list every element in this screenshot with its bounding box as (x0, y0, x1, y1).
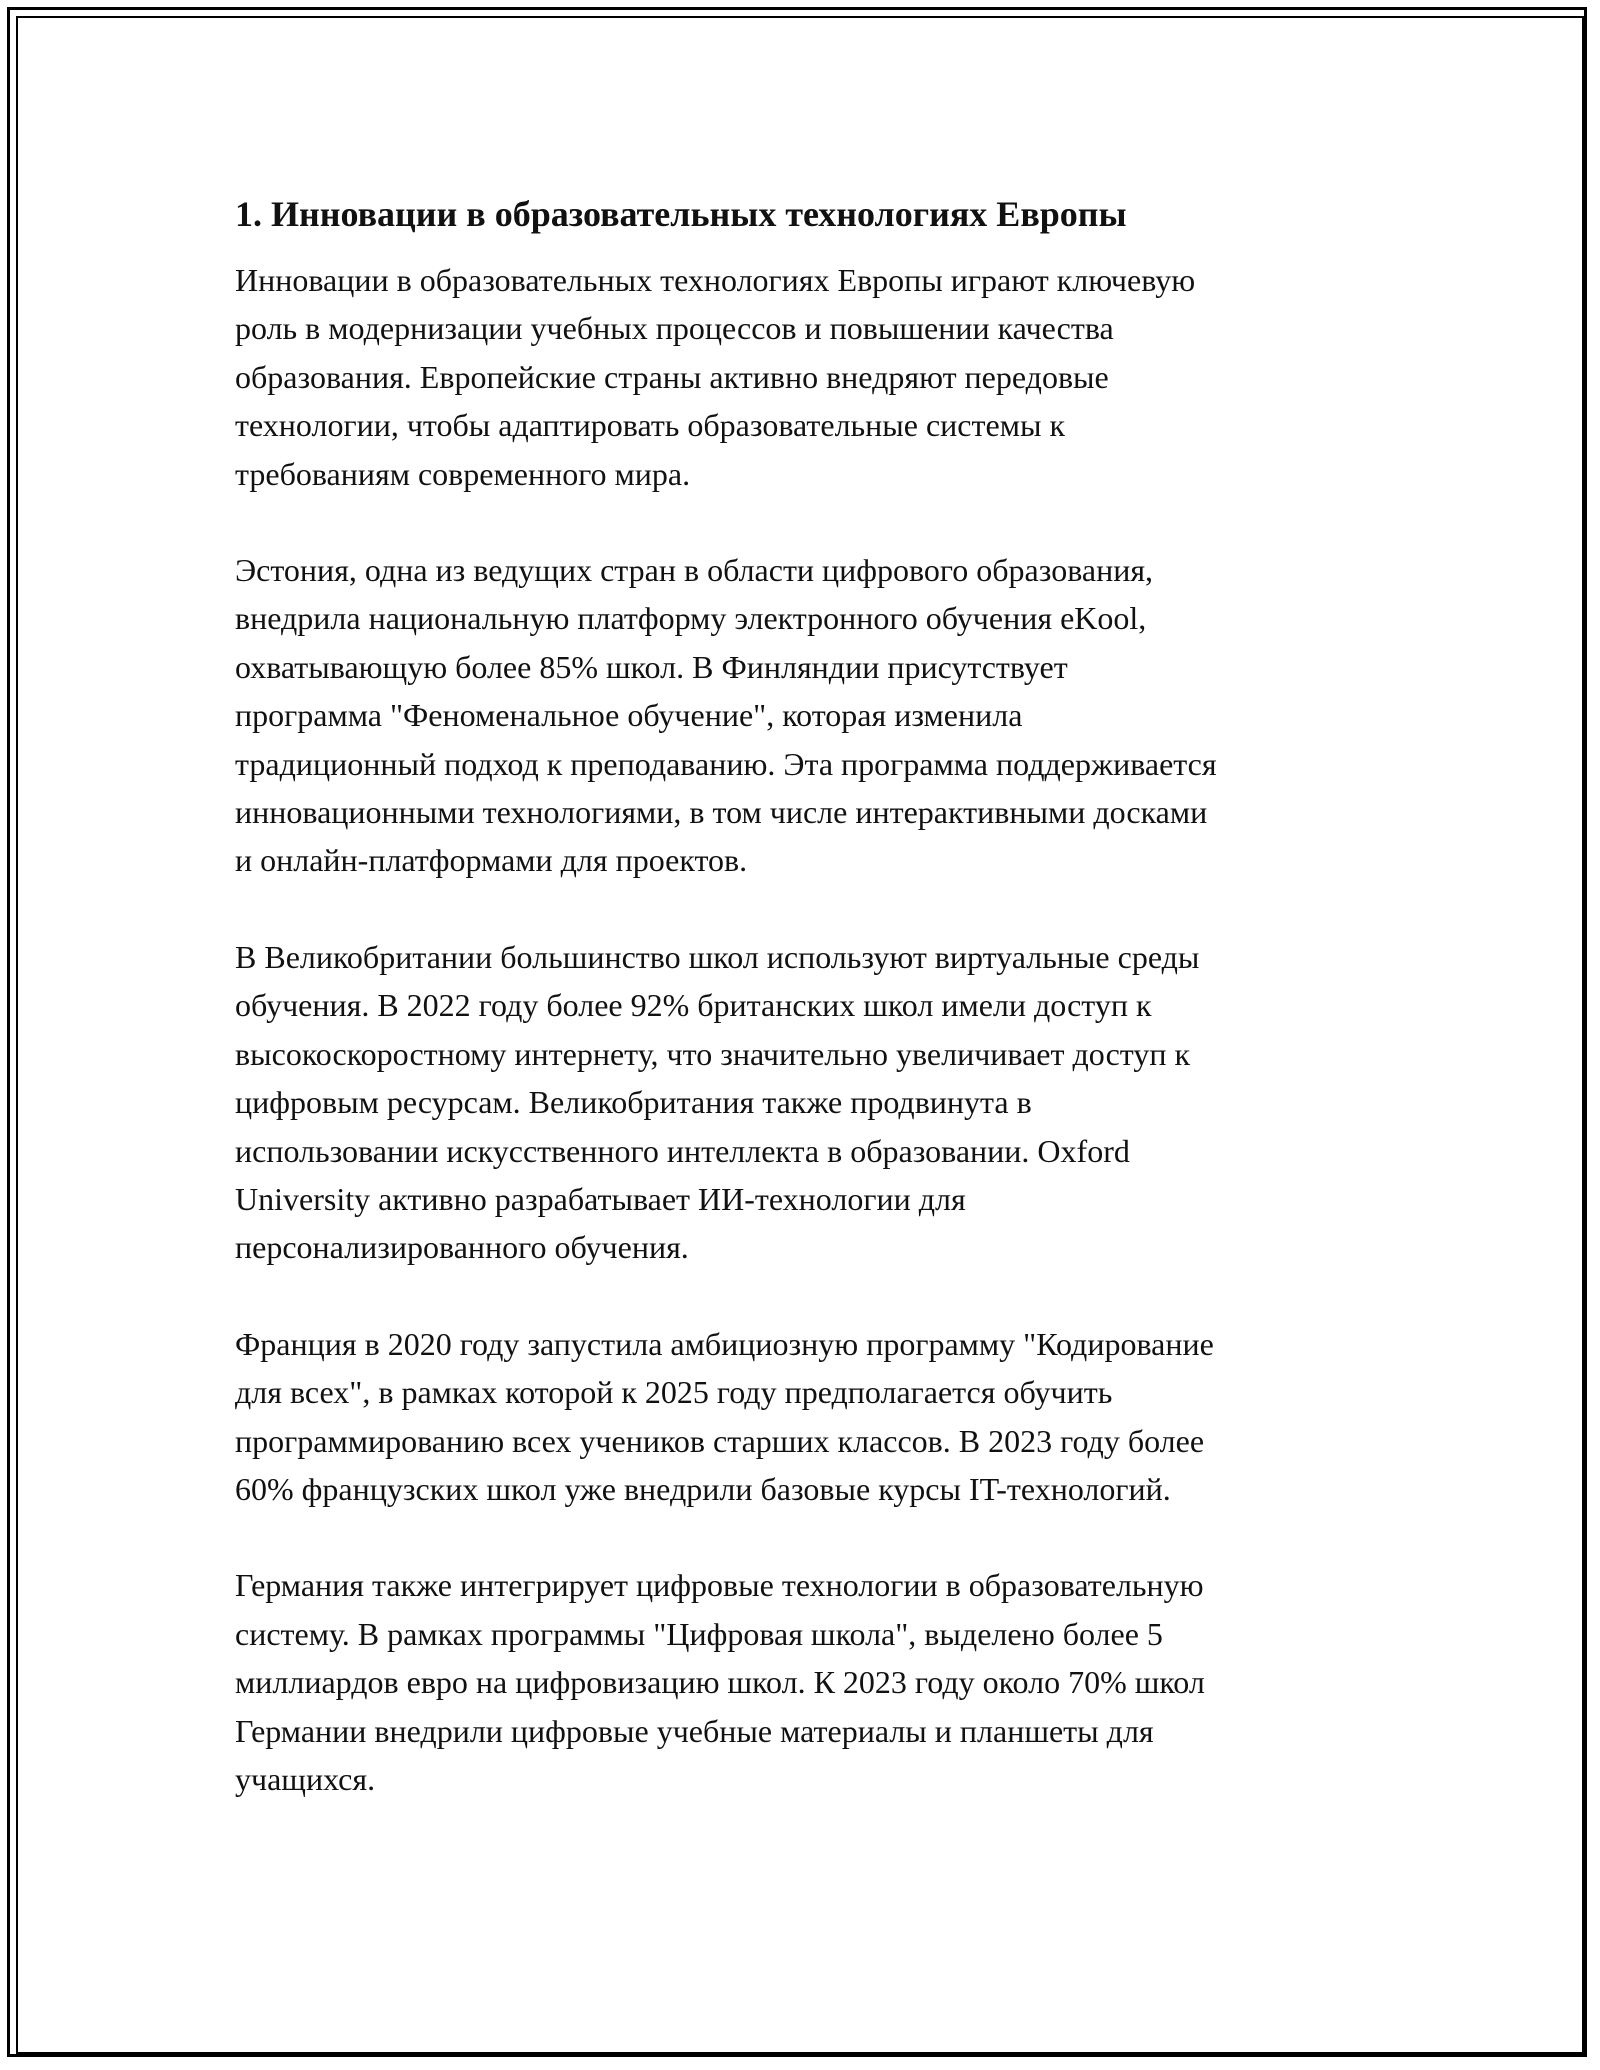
paragraph-france: Франция в 2020 году запустила амбициозную программу "Кодирование для всех", в рамках которой к 2025 году предполагается обучить программированию всех учеников старших классов. В 2023 году более 60% французских школ уже внедрили базовые курсы IT-технологий. (235, 1325, 1214, 1507)
paragraph-intro: Инновации в образовательных технологиях Европы играют ключевую роль в модернизации учебных процессов и повышении качества образования. Европейские страны активно внедряют передовые технологии, чтобы адаптировать образовательные системы к требованиям современного мира. (235, 262, 1196, 492)
paragraph-germany: Германия также интегрирует цифровые технологии в образовательную систему. В рамках программы "Цифровая школа", выделено более 5 миллиардов евро на цифровизацию школ. К 2023 году около 70% школ Германии внедрили цифровые учебные материалы и планшеты для учащихся. (235, 1567, 1205, 1797)
document-content (235, 188, 1385, 1851)
paragraph-estonia-finland: Эстония, одна из ведущих стран в области цифрового образования, внедрила национальную платформу электронного обучения eKool, охватывающую более 85% школ. В Финляндии присутствует программа "Феноменальное обучение", которая изменила традиционный подход к преподаванию. Эта программа поддерживается инновационными технологиями, в том числе интерактивными досками и онлайн-платформами для проектов. (235, 552, 1217, 879)
document-body (235, 256, 1385, 1803)
section-heading: 1. Инновации в образовательных технологиях Европы (235, 194, 1127, 234)
paragraph-uk: В Великобритании большинство школ используют виртуальные среды обучения. В 2022 году более 92% британских школ имели доступ к высокоскоростному интернету, что значительно увеличивает доступ к цифровым ресурсам. Великобритания также продвинута в использовании искусственного интеллекта в образовании. Oxford University активно разрабатывает ИИ-технологии для персонализированного обучения. (235, 938, 1200, 1266)
